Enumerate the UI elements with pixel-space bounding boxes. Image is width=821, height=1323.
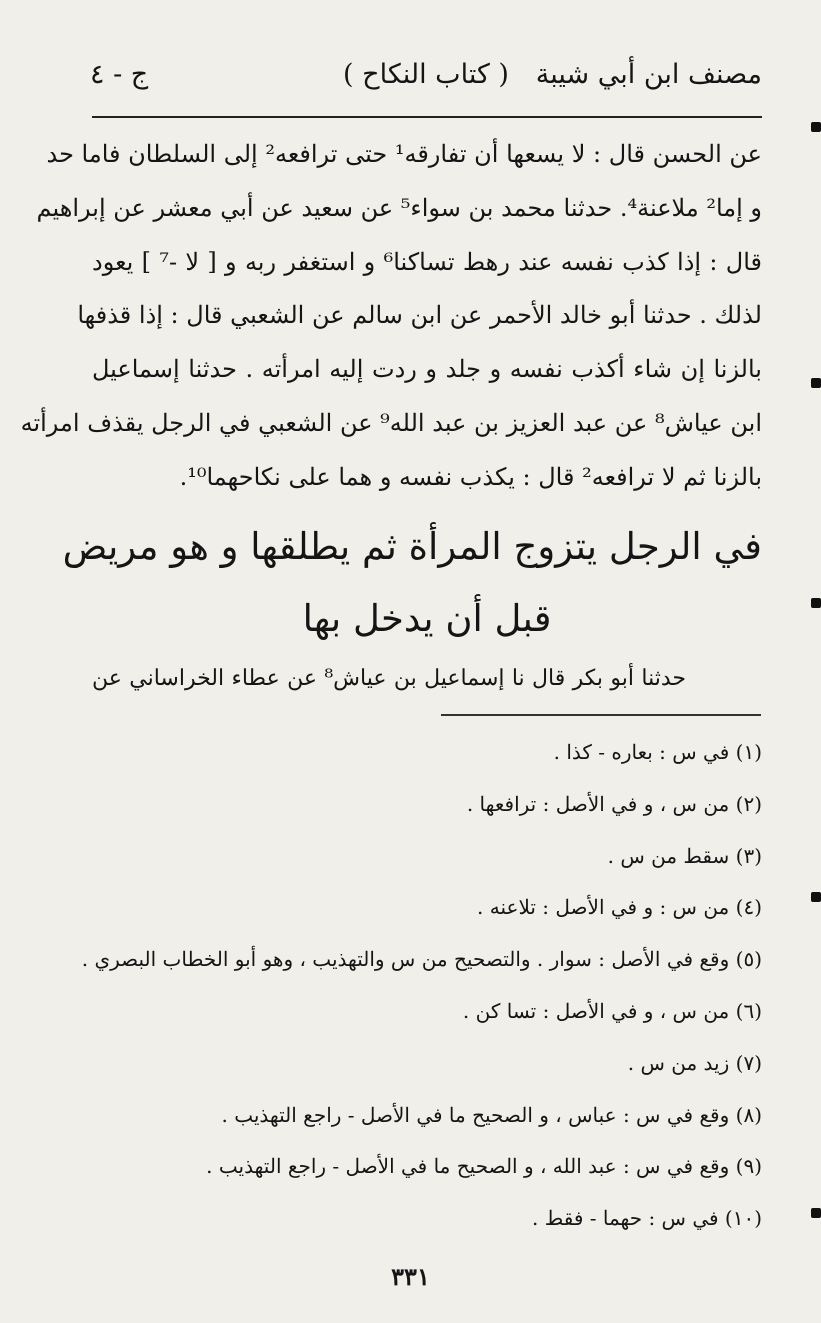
footnote: (١) في س : بعاره - كذا . <box>553 740 762 764</box>
book-title: مصنف ابن أبي شيبة <box>535 59 762 90</box>
text-line: عن الحسن قال : لا يسعها أن تفارقه¹ حتى ترافعه² إلى السلطان فاما حد <box>46 140 762 168</box>
scan-mark <box>811 378 821 388</box>
footnote: (٩) وقع في س : عبد الله ، و الصحيح ما في الأصل - راجع التهذيب . <box>206 1154 762 1179</box>
footnote: (١٠) في س : حهما - فقط . <box>532 1206 762 1231</box>
footnote: (٥) وقع في الأصل : سوار . والتصحيح من س والتهذيب ، وهو أبو الخطاب البصري . <box>81 947 762 972</box>
footnote: (٢) من س ، و في الأصل : ترافعها . <box>466 791 762 816</box>
footnote-rule <box>441 714 761 716</box>
text-line: قال : إذا كذب نفسه عند رهط تساكنا⁶ و استغفر ربه و [ لا -⁷ ] يعود <box>92 247 762 276</box>
section-heading-continued: قبل أن يدخل بها <box>302 597 552 640</box>
footnote: (٨) وقع في س : عباس ، و الصحيح ما في الأصل - راجع التهذيب . <box>221 1102 762 1127</box>
text-line: بالزنا إن شاء أكذب نفسه و جلد و ردت إليه امرأته . حدثنا إسماعيل <box>92 355 762 384</box>
scan-mark <box>811 122 821 132</box>
main-text <box>20 128 762 505</box>
footnote: (٣) سقط من س . <box>607 843 762 868</box>
footnote: (٦) من س ، و في الأصل : تسا كن . <box>462 998 762 1023</box>
page-number: ٣٣١ <box>391 1262 430 1291</box>
volume-label: ج - ٤ <box>90 59 149 90</box>
scan-mark <box>811 1208 821 1218</box>
footnotes <box>62 727 762 1245</box>
text-line: حدثنا أبو بكر قال نا إسماعيل بن عياش⁸ عن عطاء الخراساني عن <box>92 666 686 691</box>
text-line: لذلك . حدثنا أبو خالد الأحمر عن ابن سالم عن الشعبي قال : إذا قذفها <box>77 301 762 330</box>
footnote: (٧) زيد من س . <box>627 1050 762 1075</box>
text-line: بالزنا ثم لا ترافعه² قال : يكذب نفسه و هما على نكاحهما¹⁰. <box>179 462 762 491</box>
header-rule <box>92 116 762 118</box>
text-line: و إما² ملاعنة⁴. حدثنا محمد بن سواء⁵ عن سعيد عن أبي معشر عن إبراهيم <box>36 193 762 222</box>
section-heading: في الرجل يتزوج المرأة ثم يطلقها و هو مريض <box>62 525 762 568</box>
scan-mark <box>811 892 821 902</box>
footnote: (٤) من س : و في الأصل : تلاعنه . <box>477 895 762 920</box>
scan-mark <box>811 598 821 608</box>
chapter-title: ( كتاب النكاح ) <box>343 59 509 90</box>
text-line: ابن عياش⁸ عن عبد العزيز بن عبد الله⁹ عن الشعبي في الرجل يقذف امرأته <box>20 408 762 437</box>
running-header <box>90 50 762 98</box>
